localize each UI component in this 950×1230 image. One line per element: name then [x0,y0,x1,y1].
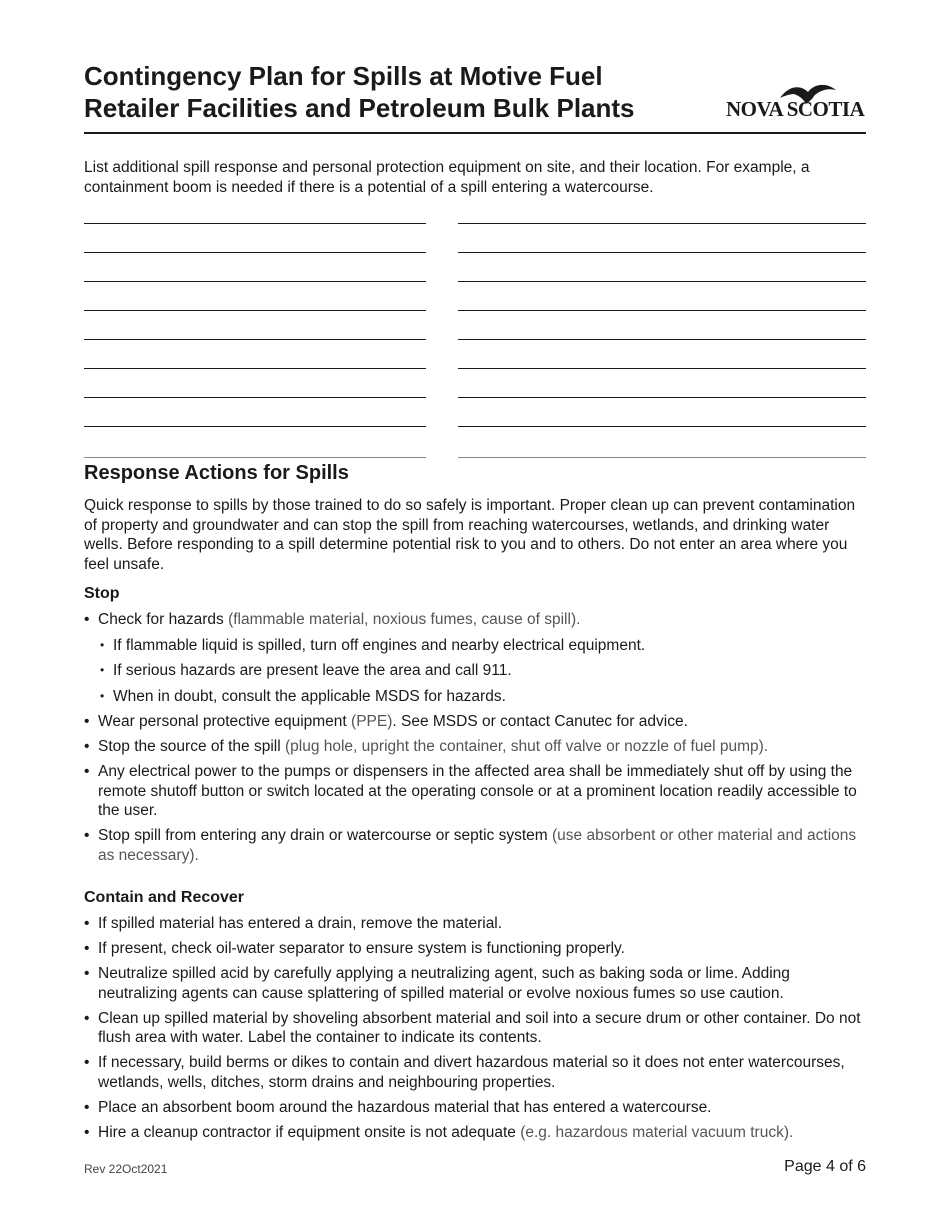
hazard-sublist [98,636,870,707]
page-number: Page 4 of 6 [784,1158,866,1175]
title-line-2: Retailer Facilities and Petroleum Bulk Plants [84,93,635,123]
location-entry-line[interactable] [458,310,866,340]
list-item: • If necessary, build berms or dikes to contain and divert hazardous material so it does not enter watercourses, wetlands, wells, ditches, storm drains and neighbouring properties. [84,1053,870,1092]
equipment-entry-column[interactable] [84,223,426,458]
location-entry-line[interactable] [458,426,866,458]
stop-list [84,610,870,871]
location-entry-line[interactable] [458,281,866,311]
list-item: • If flammable liquid is spilled, turn off engines and nearby electrical equipment. [98,636,870,656]
equipment-entry-line[interactable] [84,223,426,253]
item-note: (PPE) [351,713,393,730]
location-entry-line[interactable] [458,339,866,369]
location-entry-line[interactable] [458,368,866,398]
equipment-entry-line[interactable] [84,368,426,398]
item-text: Stop the source of the spill [98,738,281,755]
page-title [84,60,684,124]
location-entry-line[interactable] [458,397,866,427]
list-item: • If spilled material has entered a drain, remove the material. [84,914,870,934]
list-item [84,610,870,706]
item-text: Stop spill from entering any drain or watercourse or septic system [98,827,548,844]
list-item [84,826,870,865]
list-item: • When in doubt, consult the applicable MSDS for hazards. [98,687,870,707]
equipment-entry-line[interactable] [84,397,426,427]
item-text: . See MSDS or contact Canutec for advice. [392,713,688,730]
item-text: Wear personal protective equipment [98,713,352,730]
title-line-1: Contingency Plan for Spills at Motive Fuel [84,61,603,91]
equipment-entry-line[interactable] [84,281,426,311]
location-entry-line[interactable] [458,223,866,253]
list-item [84,1123,870,1143]
equipment-entry-line[interactable] [84,310,426,340]
list-item: • If serious hazards are present leave the area and call 911. [98,661,870,681]
logo-wordmark: NOVA SCOTIA [726,97,865,121]
stop-heading: Stop [84,585,120,602]
location-entry-column[interactable] [458,223,866,458]
intro-text: List additional spill response and personal protection equipment on site, and their location. For example, a containment boom is needed if there is a potential of a spill entering a watercourse. [84,159,810,196]
item-note: (use absorbent or other material and actions as necessary). [98,827,857,864]
list-item [84,737,870,757]
list-item [84,712,870,732]
equipment-entry-line[interactable] [84,339,426,369]
list-item: • If present, check oil-water separator to ensure system is functioning properly. [84,939,870,959]
nova-scotia-logo [726,82,868,122]
list-item: • Place an absorbent boom around the hazardous material that has entered a watercourse. [84,1098,870,1118]
item-note: (flammable material, noxious fumes, cause of spill). [223,611,581,628]
item-text: Hire a cleanup contractor if equipment onsite is not adequate [98,1123,516,1141]
revision-label: Rev 22Oct2021 [84,1162,168,1176]
contain-list [84,914,870,1148]
response-heading: Response Actions for Spills [84,462,349,484]
contain-heading: Contain and Recover [84,889,245,906]
equipment-entry-line[interactable] [84,426,426,458]
equipment-entry-line[interactable] [84,252,426,282]
list-item: • Clean up spilled material by shoveling absorbent material and soil into a secure drum or other container. Do not flush area with water. Label the container to indicate its contents. [84,1009,870,1048]
item-text: Check for hazards [98,611,224,628]
list-item: • Any electrical power to the pumps or dispensers in the affected area shall be immediately shut off by using the remote shutoff button or switch located at the operating console or at a prominent location readily accessible to the user. [84,762,870,821]
list-item: • Neutralize spilled acid by carefully applying a neutralizing agent, such as baking soda or lime. Adding neutralizing agents can cause splattering of spilled material or evolve noxious fumes so use caution. [84,964,870,1003]
header-divider [84,132,866,134]
item-note: (e.g. hazardous material vacuum truck). [515,1123,794,1141]
response-paragraph: Quick response to spills by those trained to do so safely is important. Proper clean up can prevent contamination of property and groundwater and can stop the spill from reaching watercourses, wetlands, and drinking water wells. Before responding to a spill determine potential risk to you and to others. Do not enter an area where you feel unsafe. [84,497,856,573]
item-note: (plug hole, upright the container, shut off valve or nozzle of fuel pump). [280,738,769,755]
location-entry-line[interactable] [458,252,866,282]
